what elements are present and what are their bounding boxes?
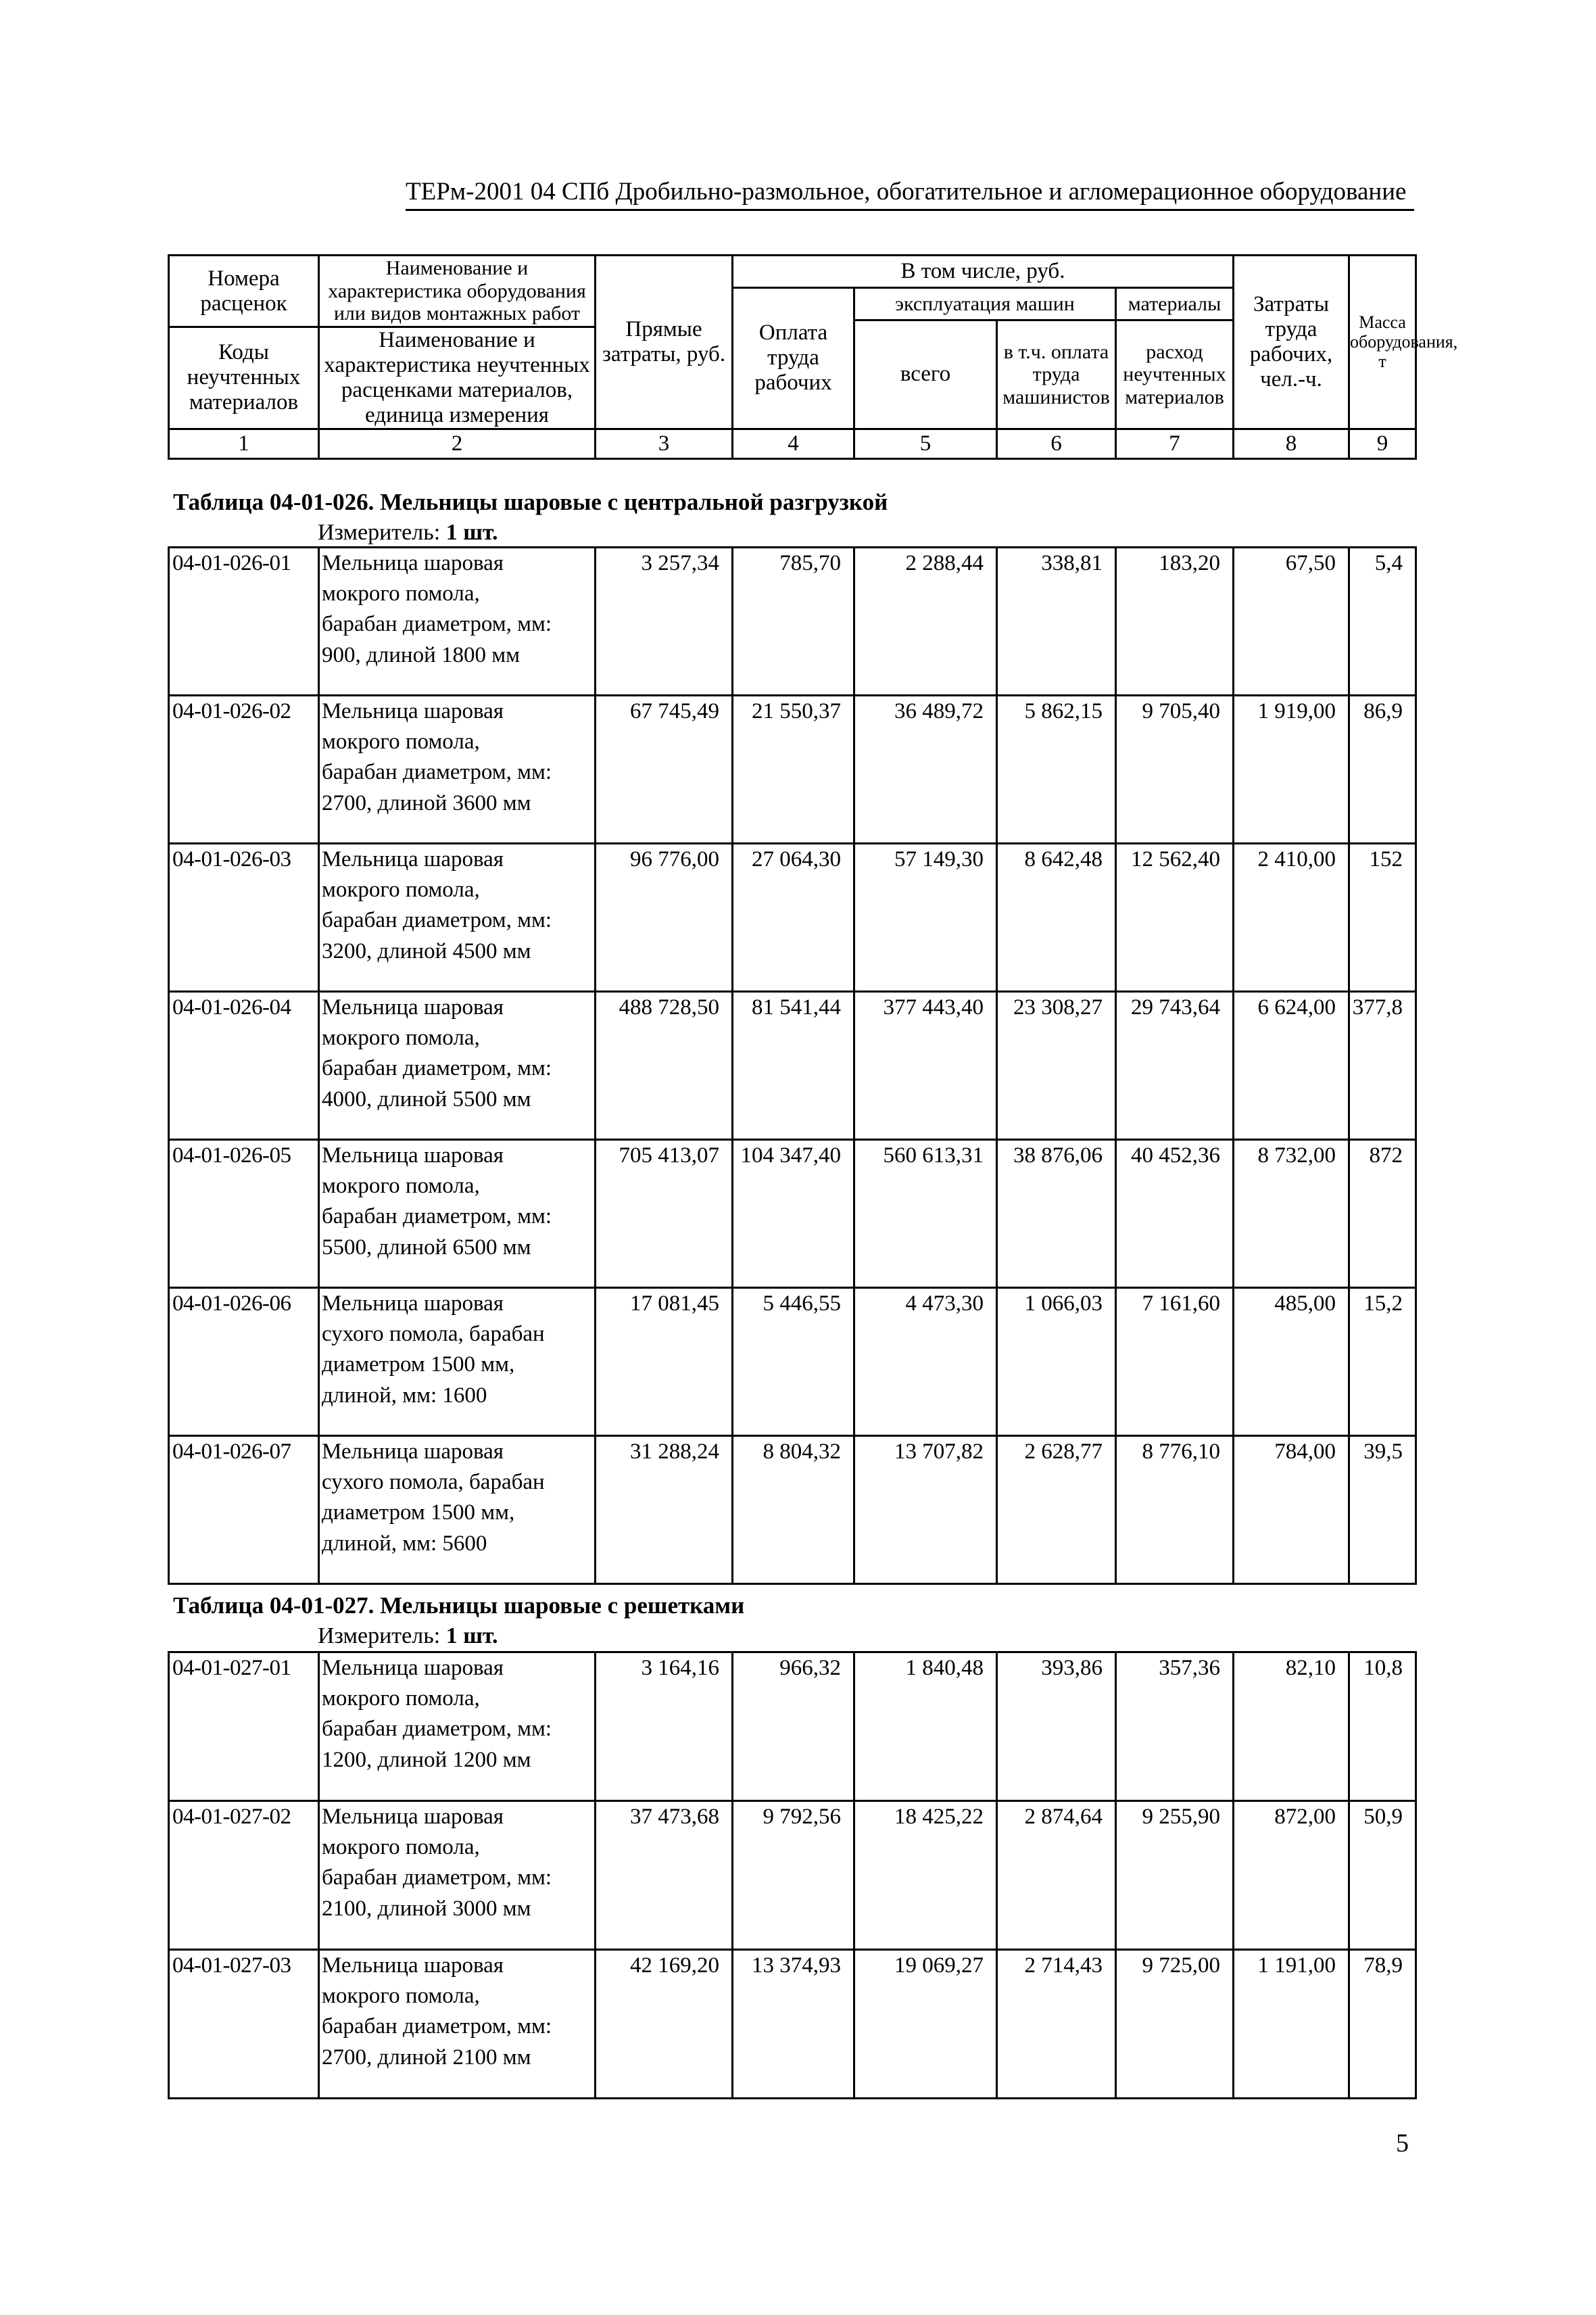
table-title: Таблица 04-01-027. Мельницы шаровые с решетками <box>173 1592 745 1619</box>
equipment-mass: 377,8 <box>1349 992 1416 1140</box>
labor-hours: 82,10 <box>1234 1652 1349 1801</box>
description-line: Мельница шаровая <box>322 1656 504 1680</box>
materials-cost: 29 743,64 <box>1116 992 1234 1140</box>
materials-cost: 9 725,00 <box>1116 1950 1234 2099</box>
equipment-mass: 86,9 <box>1349 696 1416 844</box>
direct-costs: 3 164,16 <box>596 1652 733 1801</box>
column-number: 2 <box>319 429 596 458</box>
description-line: диаметром 1500 мм, <box>322 1352 515 1377</box>
equipment-mass: 872 <box>1349 1140 1416 1288</box>
materials-cost: 357,36 <box>1116 1652 1234 1801</box>
work-description <box>319 548 596 696</box>
description-line: 2700, длиной 3600 мм <box>322 790 531 815</box>
description-line: 2100, длиной 3000 мм <box>322 1896 531 1921</box>
labor-hours: 784,00 <box>1234 1436 1349 1584</box>
rates-table <box>168 1651 1417 2099</box>
direct-costs: 3 257,34 <box>596 548 733 696</box>
worker-pay: 21 550,37 <box>733 696 854 844</box>
description-line: Мельница шаровая <box>322 1439 504 1464</box>
description-line: мокрого помола, <box>322 581 480 606</box>
work-description <box>319 696 596 844</box>
direct-costs: 488 728,50 <box>596 992 733 1140</box>
header-material-name: Наименование и характеристика неучтенных расценками материалов, единица измерения <box>319 327 596 429</box>
header-rate-numbers: Номера расценок <box>169 256 319 327</box>
header-including-group: В том числе, руб. <box>733 256 1234 288</box>
rate-row <box>169 1801 1416 1950</box>
operator-pay: 1 066,03 <box>997 1288 1116 1436</box>
machines-total: 560 613,31 <box>854 1140 997 1288</box>
header-labor-hours: Затраты труда рабочих, чел.-ч. <box>1234 256 1349 429</box>
column-number: 7 <box>1116 429 1234 458</box>
description-line: Мельница шаровая <box>322 699 504 723</box>
equipment-mass: 10,8 <box>1349 1652 1416 1801</box>
description-line: мокрого помола, <box>322 1835 480 1860</box>
header-machines-total: всего <box>854 320 997 429</box>
operator-pay: 338,81 <box>997 548 1116 696</box>
work-description <box>319 1950 596 2099</box>
materials-cost: 9 705,40 <box>1116 696 1234 844</box>
machines-total: 36 489,72 <box>854 696 997 844</box>
description-line: сухого помола, барабан <box>322 1470 545 1495</box>
rate-row <box>169 844 1416 992</box>
column-number: 8 <box>1234 429 1349 458</box>
worker-pay: 104 347,40 <box>733 1140 854 1288</box>
equipment-mass: 15,2 <box>1349 1288 1416 1436</box>
description-line: барабан диаметром, мм: <box>322 612 552 637</box>
description-line: мокрого помола, <box>322 1984 480 2009</box>
equipment-mass: 5,4 <box>1349 548 1416 696</box>
rate-row <box>169 1140 1416 1288</box>
description-line: Мельница шаровая <box>322 1805 504 1829</box>
machines-total: 1 840,48 <box>854 1652 997 1801</box>
materials-cost: 40 452,36 <box>1116 1140 1234 1288</box>
description-line: мокрого помола, <box>322 1686 480 1711</box>
machines-total: 4 473,30 <box>854 1288 997 1436</box>
header-equipment-mass: Масса оборудования, т <box>1349 256 1416 429</box>
machines-total: 19 069,27 <box>854 1950 997 2099</box>
labor-hours: 8 732,00 <box>1234 1140 1349 1288</box>
rates-table <box>168 546 1417 1585</box>
materials-cost: 12 562,40 <box>1116 844 1234 992</box>
description-line: Мельница шаровая <box>322 1291 504 1316</box>
header-worker-pay: Оплата труда рабочих <box>733 288 854 429</box>
work-description <box>319 1652 596 1801</box>
machines-total: 18 425,22 <box>854 1801 997 1950</box>
rate-row <box>169 1436 1416 1584</box>
materials-cost: 183,20 <box>1116 548 1234 696</box>
materials-cost: 7 161,60 <box>1116 1288 1234 1436</box>
header-material-codes: Коды неучтенных материалов <box>169 327 319 429</box>
column-number: 6 <box>997 429 1116 458</box>
rate-row <box>169 548 1416 696</box>
description-line: 5500, длиной 6500 мм <box>322 1235 531 1260</box>
unit-label: Измеритель: <box>318 520 441 545</box>
rate-code: 04-01-026-03 <box>169 844 319 992</box>
direct-costs: 67 745,49 <box>596 696 733 844</box>
column-header-table <box>168 254 1458 460</box>
rate-row <box>169 696 1416 844</box>
header-machine-operation: эксплуатация машин <box>854 288 1116 320</box>
header-direct-costs: Прямые затраты, руб. <box>596 256 733 429</box>
running-header: ТЕРм-2001 04 СПб Дробильно-размольное, обогатительное и агломерационное оборудование <box>406 177 1414 211</box>
description-line: барабан диаметром, мм: <box>322 1717 552 1742</box>
direct-costs: 96 776,00 <box>596 844 733 992</box>
table-title: Таблица 04-01-026. Мельницы шаровые с центральной разгрузкой <box>173 489 888 515</box>
machines-total: 377 443,40 <box>854 992 997 1140</box>
description-line: барабан диаметром, мм: <box>322 760 552 785</box>
column-number: 5 <box>854 429 997 458</box>
direct-costs: 31 288,24 <box>596 1436 733 1584</box>
description-line: 900, длиной 1800 мм <box>322 642 521 667</box>
unit-label: Измеритель: <box>318 1623 441 1648</box>
labor-hours: 485,00 <box>1234 1288 1349 1436</box>
labor-hours: 872,00 <box>1234 1801 1349 1950</box>
materials-cost: 8 776,10 <box>1116 1436 1234 1584</box>
column-number: 1 <box>169 429 319 458</box>
direct-costs: 17 081,45 <box>596 1288 733 1436</box>
work-description <box>319 1801 596 1950</box>
description-line: 3200, длиной 4500 мм <box>322 938 531 963</box>
description-line: Мельница шаровая <box>322 551 504 575</box>
machines-total: 57 149,30 <box>854 844 997 992</box>
equipment-mass: 152 <box>1349 844 1416 992</box>
machines-total: 2 288,44 <box>854 548 997 696</box>
description-line: мокрого помола, <box>322 1174 480 1199</box>
rate-row <box>169 1288 1416 1436</box>
rate-row <box>169 1950 1416 2099</box>
work-description <box>319 992 596 1140</box>
description-line: диаметром 1500 мм, <box>322 1500 515 1525</box>
table-unit <box>318 520 498 546</box>
equipment-mass: 50,9 <box>1349 1801 1416 1950</box>
description-line: мокрого помола, <box>322 1026 480 1051</box>
work-description <box>319 844 596 992</box>
equipment-mass: 78,9 <box>1349 1950 1416 2099</box>
page-number: 5 <box>1396 2129 1409 2157</box>
operator-pay: 2 628,77 <box>997 1436 1116 1584</box>
rate-code: 04-01-026-02 <box>169 696 319 844</box>
rate-code: 04-01-027-03 <box>169 1950 319 2099</box>
direct-costs: 42 169,20 <box>596 1950 733 2099</box>
description-line: барабан диаметром, мм: <box>322 908 552 933</box>
work-description <box>319 1140 596 1288</box>
description-line: мокрого помола, <box>322 730 480 755</box>
rate-code: 04-01-026-01 <box>169 548 319 696</box>
equipment-mass: 39,5 <box>1349 1436 1416 1584</box>
unit-value: 1 шт. <box>445 520 498 545</box>
rate-code: 04-01-026-06 <box>169 1288 319 1436</box>
worker-pay: 81 541,44 <box>733 992 854 1140</box>
header-unaccounted-materials: расход неучтенных материалов <box>1116 320 1234 429</box>
description-line: 4000, длиной 5500 мм <box>322 1087 531 1112</box>
description-line: сухого помола, барабан <box>322 1322 545 1347</box>
column-number: 4 <box>733 429 854 458</box>
description-line: Мельница шаровая <box>322 847 504 872</box>
header-operator-pay: в т.ч. оплата труда машинистов <box>997 320 1116 429</box>
description-line: длиной, мм: 5600 <box>322 1531 487 1556</box>
column-number: 3 <box>596 429 733 458</box>
operator-pay: 23 308,27 <box>997 992 1116 1140</box>
worker-pay: 9 792,56 <box>733 1801 854 1950</box>
description-line: барабан диаметром, мм: <box>322 1056 552 1081</box>
rate-code: 04-01-026-05 <box>169 1140 319 1288</box>
rate-code: 04-01-026-07 <box>169 1436 319 1584</box>
machines-total: 13 707,82 <box>854 1436 997 1584</box>
operator-pay: 2 714,43 <box>997 1950 1116 2099</box>
operator-pay: 2 874,64 <box>997 1801 1116 1950</box>
description-line: длиной, мм: 1600 <box>322 1383 487 1408</box>
description-line: барабан диаметром, мм: <box>322 1204 552 1229</box>
rate-row <box>169 1652 1416 1801</box>
unit-value: 1 шт. <box>445 1623 498 1648</box>
work-description <box>319 1436 596 1584</box>
worker-pay: 785,70 <box>733 548 854 696</box>
direct-costs: 37 473,68 <box>596 1801 733 1950</box>
operator-pay: 5 862,15 <box>997 696 1116 844</box>
operator-pay: 393,86 <box>997 1652 1116 1801</box>
rate-row <box>169 992 1416 1140</box>
direct-costs: 705 413,07 <box>596 1140 733 1288</box>
description-line: Мельница шаровая <box>322 1953 504 1978</box>
description-line: Мельница шаровая <box>322 1143 504 1168</box>
worker-pay: 5 446,55 <box>733 1288 854 1436</box>
operator-pay: 38 876,06 <box>997 1140 1116 1288</box>
worker-pay: 13 374,93 <box>733 1950 854 2099</box>
description-line: барабан диаметром, мм: <box>322 2014 552 2039</box>
labor-hours: 2 410,00 <box>1234 844 1349 992</box>
operator-pay: 8 642,48 <box>997 844 1116 992</box>
header-materials: материалы <box>1116 288 1234 320</box>
materials-cost: 9 255,90 <box>1116 1801 1234 1950</box>
worker-pay: 8 804,32 <box>733 1436 854 1584</box>
rate-code: 04-01-026-04 <box>169 992 319 1140</box>
description-line: мокрого помола, <box>322 878 480 903</box>
description-line: 1200, длиной 1200 мм <box>322 1747 531 1772</box>
description-line: 2700, длиной 2100 мм <box>322 2045 531 2070</box>
work-description <box>319 1288 596 1436</box>
rate-code: 04-01-027-02 <box>169 1801 319 1950</box>
header-equipment-name: Наименование и характеристика оборудования или видов монтажных работ <box>319 256 596 327</box>
description-line: барабан диаметром, мм: <box>322 1865 552 1890</box>
table-unit <box>318 1623 498 1649</box>
rate-code: 04-01-027-01 <box>169 1652 319 1801</box>
worker-pay: 27 064,30 <box>733 844 854 992</box>
labor-hours: 1 191,00 <box>1234 1950 1349 2099</box>
labor-hours: 67,50 <box>1234 548 1349 696</box>
labor-hours: 1 919,00 <box>1234 696 1349 844</box>
labor-hours: 6 624,00 <box>1234 992 1349 1140</box>
description-line: Мельница шаровая <box>322 995 504 1020</box>
worker-pay: 966,32 <box>733 1652 854 1801</box>
column-number: 9 <box>1349 429 1416 458</box>
